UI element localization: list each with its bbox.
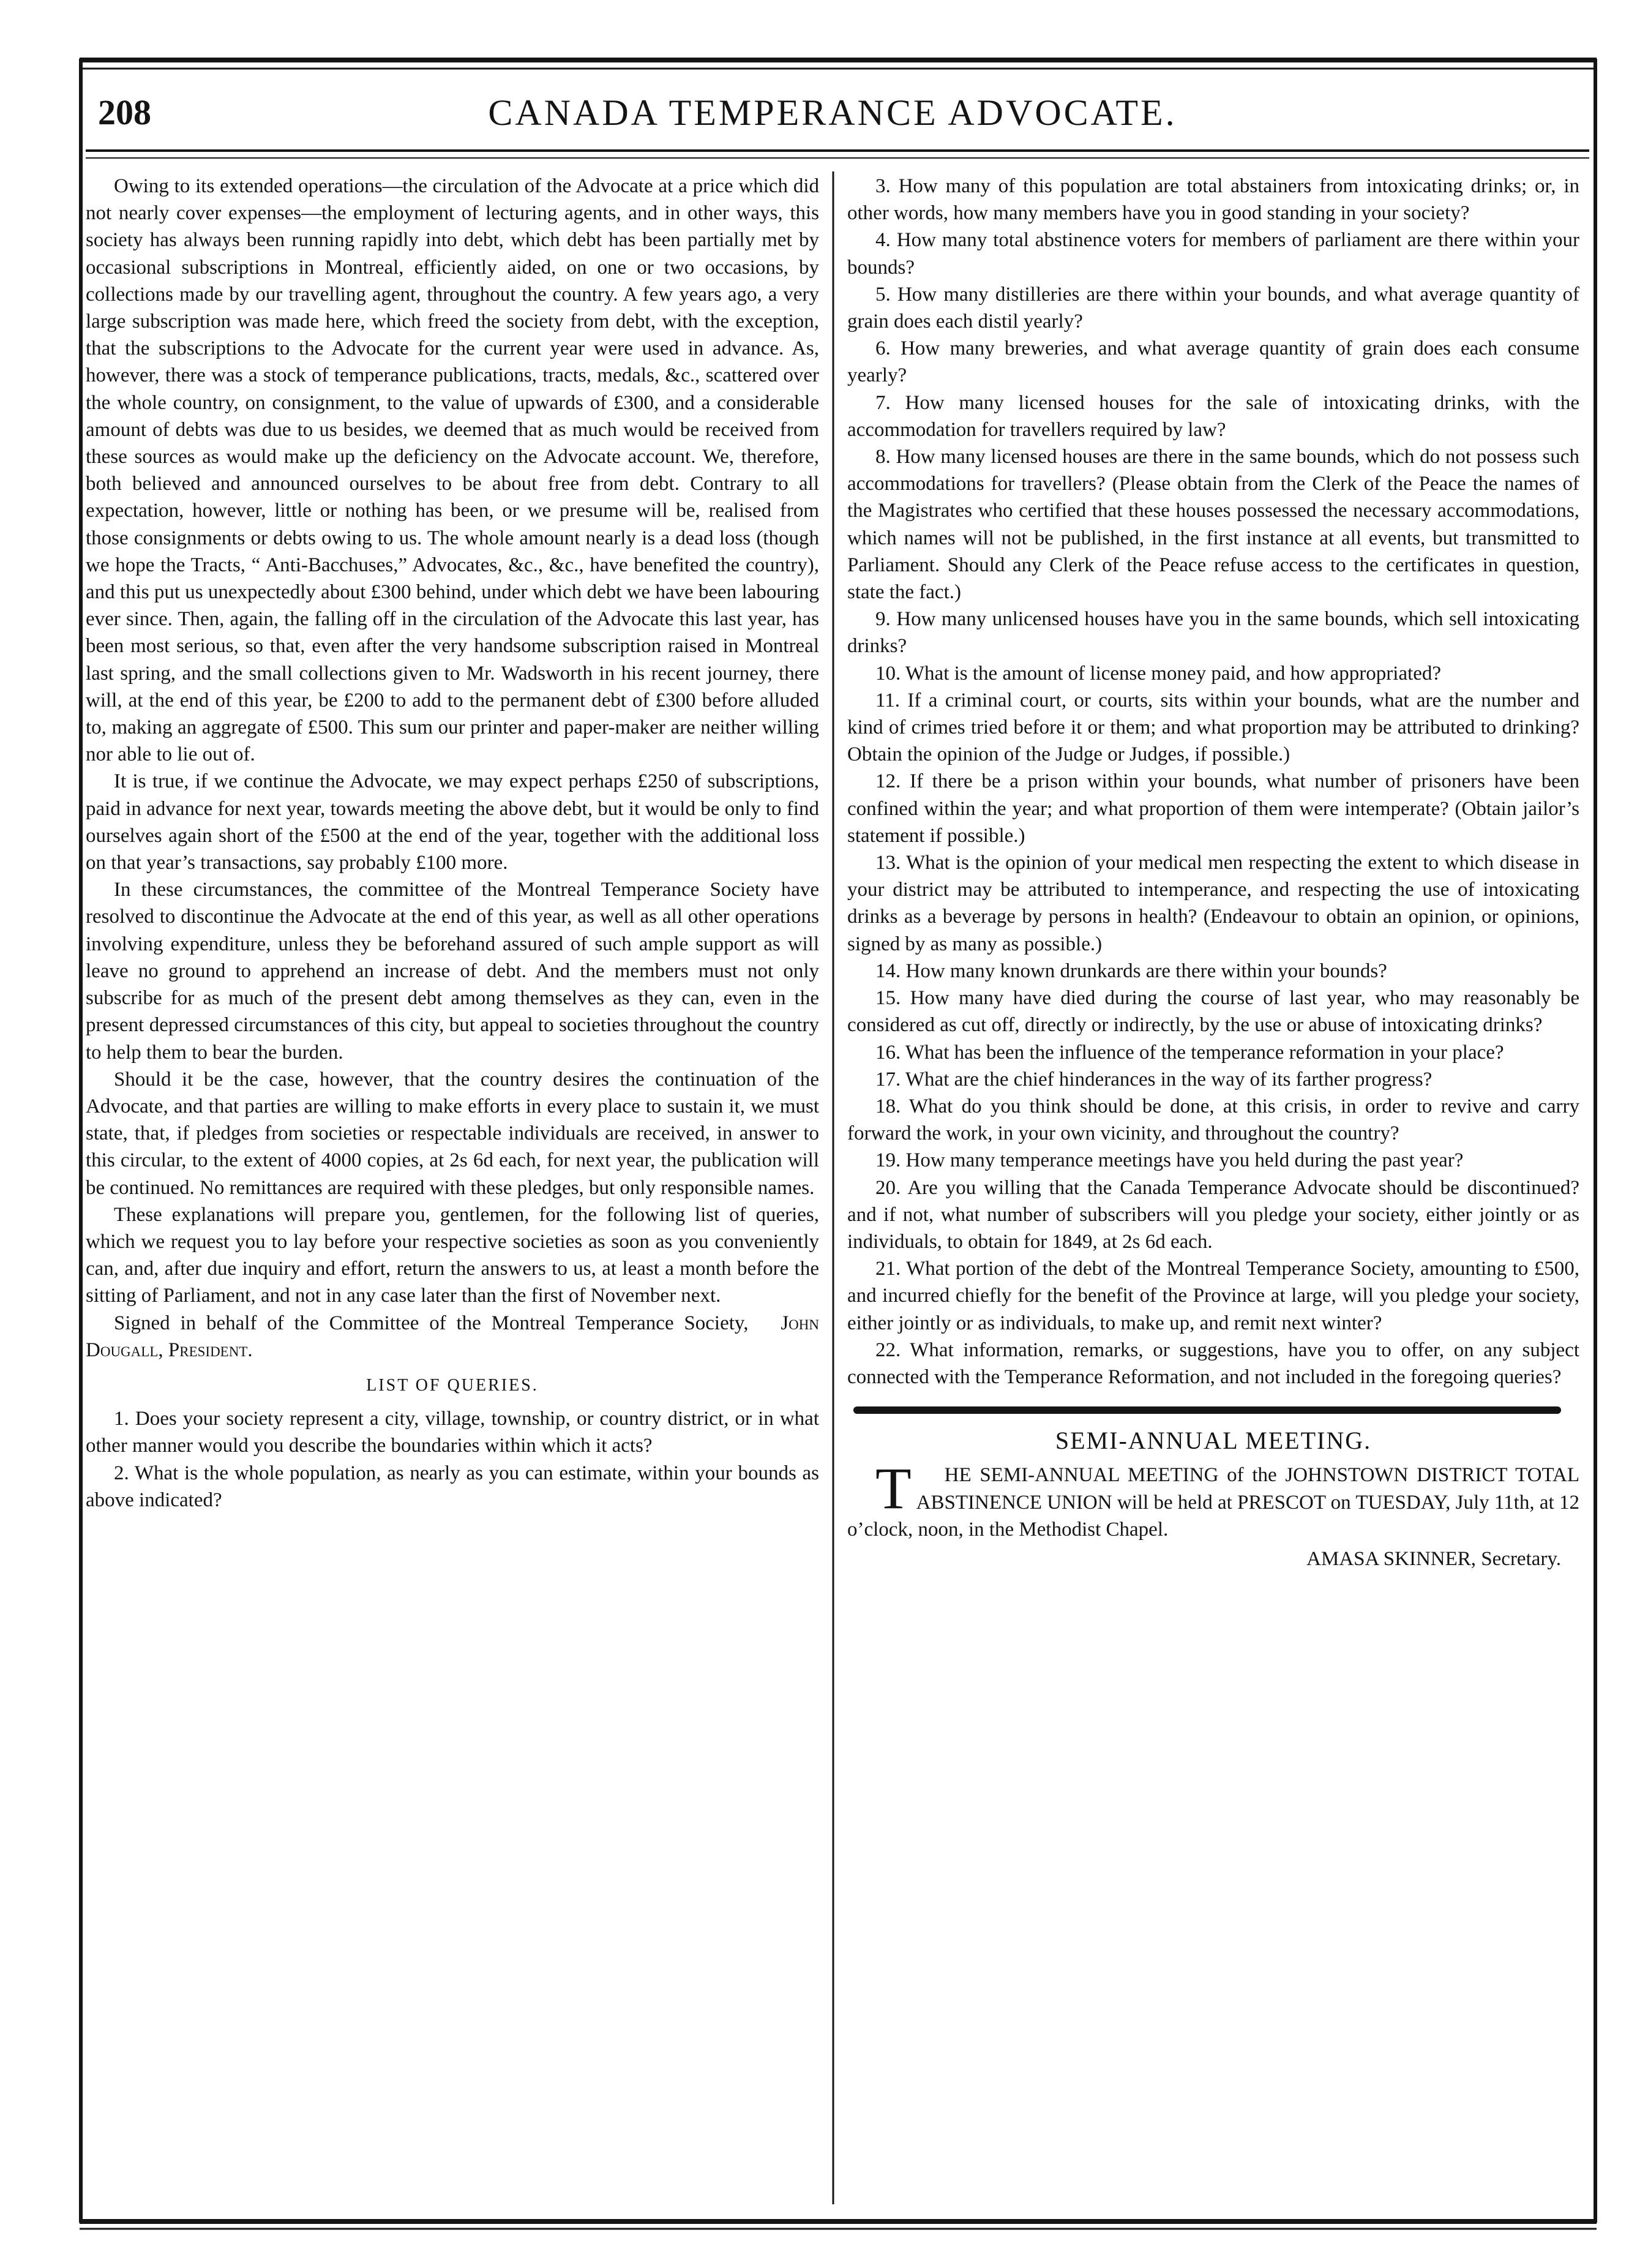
query-6: 6. How many breweries, and what average quantity of grain does each consume yearly? bbox=[847, 337, 1579, 387]
query-17: 17. What are the chief hinderances in the way of its farther progress? bbox=[875, 1068, 1433, 1091]
journal-title: CANADA TEMPERANCE ADVOCATE. bbox=[488, 92, 1177, 133]
query-1: 1. Does your society represent a city, village, township, or country district, or in what other manner would you describe the boundaries within which it acts? bbox=[86, 1408, 819, 1457]
notice-text: HE SEMI-ANNUAL MEETING of the JOHNSTOWN DISTRICT TOTAL ABSTINENCE UNION will be held at PRESCOT on TUESDAY, July 11th, at 12 o’clock, noon, in the Methodist Chapel. bbox=[847, 1464, 1579, 1541]
page-number: 208 bbox=[98, 92, 151, 132]
paragraph-continuation: Should it be the case, however, that the country desires the continuation of the Advocate, and that parties are willing to make efforts in every place to sustain it, we must state, that, if pledges from societies or respectable individuals are received, in answer to this circular, to the extent of 4000 copies, at 2s 6d each, for next year, the publication will be continued. No remittances are required with these pledges, but only responsible names. bbox=[86, 1068, 819, 1199]
notice-divider bbox=[853, 1406, 1561, 1414]
notice-dropcap: T bbox=[875, 1455, 912, 1522]
query-2: 2. What is the whole population, as nearly as you can estimate, within your bounds as above indicated? bbox=[86, 1462, 819, 1511]
notice-signature: AMASA SKINNER, Secretary. bbox=[1306, 1547, 1561, 1570]
query-14: 14. How many known drunkards are there within your bounds? bbox=[875, 959, 1387, 982]
left-column bbox=[86, 173, 819, 1514]
signed-statement bbox=[86, 1310, 819, 1364]
query-22: 22. What information, remarks, or suggestions, have you to offer, on any subject connected with the Temperance Reformation, and not included in the foregoing queries? bbox=[847, 1339, 1579, 1388]
query-15: 15. How many have died during the course of last year, who may reasonably be considered as cut off, directly or indirectly, by the use or abuse of intoxicating drinks? bbox=[847, 987, 1579, 1037]
query-11: 11. If a criminal court, or courts, sits within your bounds, what are the number and kind of crimes tried before it or them; and what proportion may be attributed to drinking? Obtain the opinion of the Judge or Judges, if possible.) bbox=[847, 689, 1579, 766]
queries-heading: LIST OF QUERIES. bbox=[366, 1375, 539, 1395]
query-9: 9. How many unlicensed houses have you in the same bounds, which sell intoxicating drinks? bbox=[847, 608, 1579, 658]
query-19: 19. How many temperance meetings have you held during the past year? bbox=[875, 1149, 1464, 1172]
running-header bbox=[86, 92, 1579, 141]
query-10: 10. What is the amount of license money paid, and how appropriated? bbox=[875, 662, 1442, 685]
query-7: 7. How many licensed houses for the sale of intoxicating drinks, with the accommodation for travellers required by law? bbox=[847, 391, 1579, 441]
query-3: 3. How many of this population are total abstainers from intoxicating drinks; or, in other words, how many members have you in good standing in your society? bbox=[847, 175, 1579, 225]
query-20: 20. Are you willing that the Canada Temperance Advocate should be discontinued? and if not, what number of subscribers will you pledge your society, either jointly or as individuals, to obtain for 1849, at 2s 6d each. bbox=[847, 1176, 1579, 1253]
query-13: 13. What is the opinion of your medical men respecting the extent to which disease in your district may be attributed to intemperance, and respecting the use of intoxicating drinks as a beverage by persons in health? (Endeavour to obtain an opinion, or opinions, signed by as many as possible.) bbox=[847, 852, 1579, 955]
right-column bbox=[847, 173, 1579, 1572]
query-5: 5. How many distilleries are there within your bounds, and what average quantity of grain does each distil yearly? bbox=[847, 283, 1579, 333]
paragraph-subscriptions: It is true, if we continue the Advocate, we may expect perhaps £250 of subscriptions, paid in advance for next year, towards meeting the above debt, but it would be only to find ourselves again short of the £500 at the end of the year, together with the additional loss on that year’s transactions, say probably £100 more. bbox=[86, 770, 819, 874]
query-21: 21. What portion of the debt of the Montreal Temperance Society, amounting to £500, and incurred chiefly for the benefit of the Province at large, will you pledge your society, either jointly or as individuals, to make up, and remit next winter? bbox=[847, 1258, 1579, 1334]
paragraph-explanations: These explanations will prepare you, gentlemen, for the following list of queries, which we request you to lay before your respective societies as soon as you conveniently can, and, after due inquiry and effort, return the answers to us, at least a month before the sitting of Parliament, and not in any case later than the first of November next. bbox=[86, 1203, 819, 1307]
signed-text: Signed in behalf of the Committee of the Montreal Temperance Society, bbox=[114, 1312, 749, 1334]
paragraph-debt-history: Owing to its extended operations—the circulation of the Advocate at a price which did not nearly cover expenses—the employment of lecturing agents, and in other ways, this society has always been running rapidly into debt, which debt has been partially met by occasional subscriptions in Montreal, efficiently aided, on one or two occasions, by collections made by our travelling agent, throughout the country. A few years ago, a very large subscription was made here, which freed the society from debt, with the exception, that the subscriptions to the Advocate for the current year were used in advance. As, however, there was a stock of temperance publications, tracts, medals, &c., scattered over the whole country, on consignment, to the value of upwards of £300, and a considerable amount of debts was due to us besides, we deemed that as much would be received from these sources as would make up the deficiency on the Advocate account. We, therefore, both believed and announced ourselves to be about free from debt. Contrary to all expectation, however, little or nothing has been, or we presume will be, realised from those consignments or debts owing to us. The whole amount nearly is a dead loss (though we hope the Tracts, “ Anti-Bacchuses,” Advocates, &c., &c., have benefited the country), and this put us unexpectedly about £300 behind, under which debt we have been labouring ever since. Then, again, the falling off in the circulation of the Advocate this last year, has been most serious, so that, even after the very handsome subscription raised in Montreal last spring, and the small collections given to Mr. Wadsworth in his recent journey, there will, at the end of this year, be £200 to add to the permanent debt of £300 before alluded to, making an aggregate of £500. This sum our printer and paper-maker are neither willing nor able to lie out of. bbox=[86, 175, 819, 766]
query-18: 18. What do you think should be done, at this crisis, in order to revive and carry forward the work, in your own vicinity, and throughout the country? bbox=[847, 1095, 1579, 1145]
query-12: 12. If there be a prison within your bounds, what number of prisoners have been confined within the year; and what proportion of them were intemperate? (Obtain jailor’s statement if possible.) bbox=[847, 770, 1579, 847]
signature-name: John Dougall, President. bbox=[86, 1312, 820, 1361]
query-4: 4. How many total abstinence voters for members of parliament are there within your bounds? bbox=[847, 229, 1579, 279]
query-8: 8. How many licensed houses are there in the same bounds, which do not possess such accommodations for travellers? (Please obtain from the Clerk of the Peace the names of the Magistrates who certified that these houses possessed the necessary accommodations, which names will not be published, in the first instance at all events, but transmitted to Parliament. Should any Clerk of the Peace refuse access to the certificates in question, state the fact.) bbox=[847, 446, 1579, 604]
notice-title: SEMI-ANNUAL MEETING. bbox=[1055, 1427, 1372, 1455]
query-16: 16. What has been the influence of the temperance reformation in your place? bbox=[875, 1041, 1504, 1064]
notice-body bbox=[847, 1455, 1579, 1543]
paragraph-resolution: In these circumstances, the committee of the Montreal Temperance Society have resolved to discontinue the Advocate at the end of this year, as well as all other operations involving expenditure, unless they be beforehand assured of such ample support as will leave no ground to apprehend an increase of debt. And the members must not only subscribe for as much of the present debt among themselves as they can, even in the present depressed circumstances of this city, but appeal to societies throughout the country to help them to bear the burden. bbox=[86, 879, 819, 1064]
